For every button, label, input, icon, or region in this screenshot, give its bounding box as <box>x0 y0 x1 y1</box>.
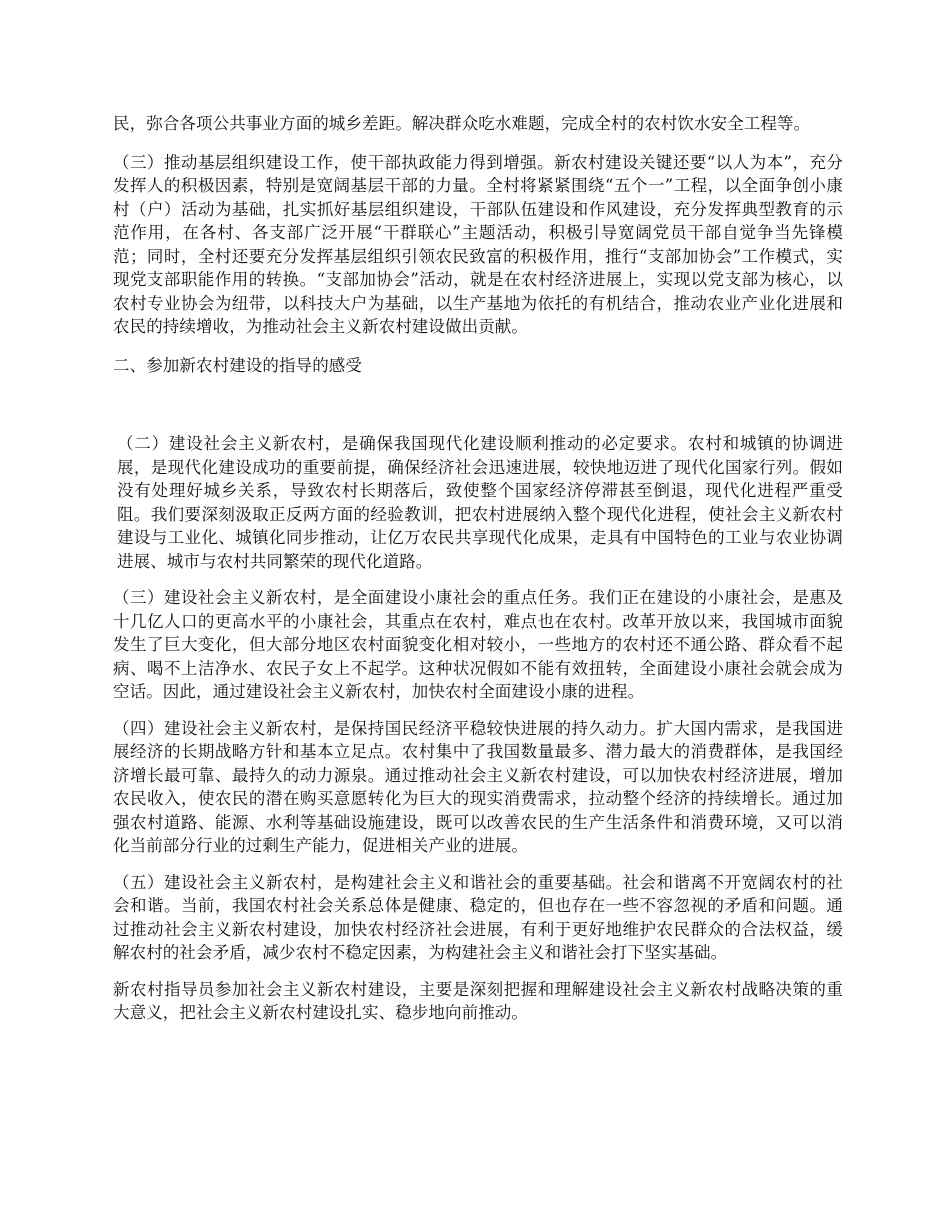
paragraph-village-water-safety: 民，弥合各项公共事业方面的城乡差距。解决群众吃水难题，完成全村的农村饮水安全工程等。 <box>113 114 811 133</box>
document-page <box>113 112 843 1025</box>
paragraph-modernization-requirement: （二）建设社会主义新农村，是确保我国现代化建设顺利推动的必定要求。农村和城镇的协调进展，是现代化建设成功的重要前提，确保经济社会迅速进展，较快地迈进了现代化国家行列。假如没有处理好城乡关系，导致农村长期落后，致使整个国家经济停滞甚至倒退，现代化进程严重受阻。我们要深刻汲取正反两方面的经验教训，把农村进展纳入整个现代化进程，使社会主义新农村建设与工业化、城镇化同步推动，让亿万农民共享现代化成果，走具有中国特色的工业与农业协调进展、城市与农村共同繁荣的现代化道路。 <box>117 434 843 571</box>
paragraph-instructor-conclusion: 新农村指导员参加社会主义新农村建设，主要是深刻把握和理解建设社会主义新农村战略决策的重大意义，把社会主义新农村建设扎实、稳步地向前推动。 <box>113 979 843 1022</box>
section-heading-guidance-reflections: 二、参加新农村建设的指导的感受 <box>113 355 362 375</box>
paragraph-xiaokang-task: （三）建设社会主义新农村，是全面建设小康社会的重点任务。我们正在建设的小康社会，是惠及十几亿人口的更高水平的小康社会，其重点在农村，难点也在农村。改革开放以来，我国城市面貌发生了巨大变化，但大部分地区农村面貌变化相对较小，一些地方的农村还不通公路、群众看不起病、喝不上洁净水、农民子女上不起学。这种状况假如不能有效扭转，全面建设小康社会就会成为空话。因此，通过建设社会主义新农村，加快农村全面建设小康的进程。 <box>113 588 843 701</box>
paragraph-harmonious-society: （五）建设社会主义新农村，是构建社会主义和谐社会的重要基础。社会和谐离不开宽阔农村的社会和谐。当前，我国农村社会关系总体是健康、稳定的，但也存在一些不容忽视的矛盾和问题。通过推动社会主义新农村建设，加快农村经济社会进展，有利于更好地维护农民群众的合法权益，缓解农村的社会矛盾，减少农村不稳定因素，为构建社会主义和谐社会打下坚实基础。 <box>113 872 843 962</box>
paragraph-economic-driving-force: （四）建设社会主义新农村，是保持国民经济平稳较快进展的持久动力。扩大国内需求，是我国进展经济的长期战略方针和基本立足点。农村集中了我国数量最多、潜力最大的消费群体，是我国经济增长最可靠、最持久的动力源泉。通过推动社会主义新农村建设，可以加快农村经济进展，增加农民收入，使农民的潜在购买意愿转化为巨大的现实消费需求，拉动整个经济的持续增长。通过加强农村道路、能源、水利等基础设施建设，既可以改善农民的生产生活条件和消费环境，又可以消化当前部分行业的过剩生产能力，促进相关产业的进展。 <box>113 718 843 855</box>
paragraph-grassroots-organization: （三）推动基层组织建设工作，使干部执政能力得到增强。新农村建设关键还要“以人为本”，充分发挥人的积极因素，特别是宽阔基层干部的力量。全村将紧紧围绕“五个一”工程，以全面争创小康村（户）活动为基础，扎实抓好基层组织建设，干部队伍建设和作风建设，充分发挥典型教育的示范作用，在各村、各支部广泛开展“干群联心”主题活动，积极引导宽阔党员干部自觉争当先锋模范；同时，全村还要充分发挥基层组织引领农民致富的积极作用，推行“支部加协会”工作模式，实现党支部职能作用的转换。“支部加协会”活动，就是在农村经济进展上，实现以党支部为核心，以农村专业协会为纽带，以科技大户为基础，以生产基地为依托的有机结合，推动农业产业化进展和农民的持续增收，为推动社会主义新农村建设做出贡献。 <box>113 152 843 336</box>
section-spacer <box>113 377 843 432</box>
